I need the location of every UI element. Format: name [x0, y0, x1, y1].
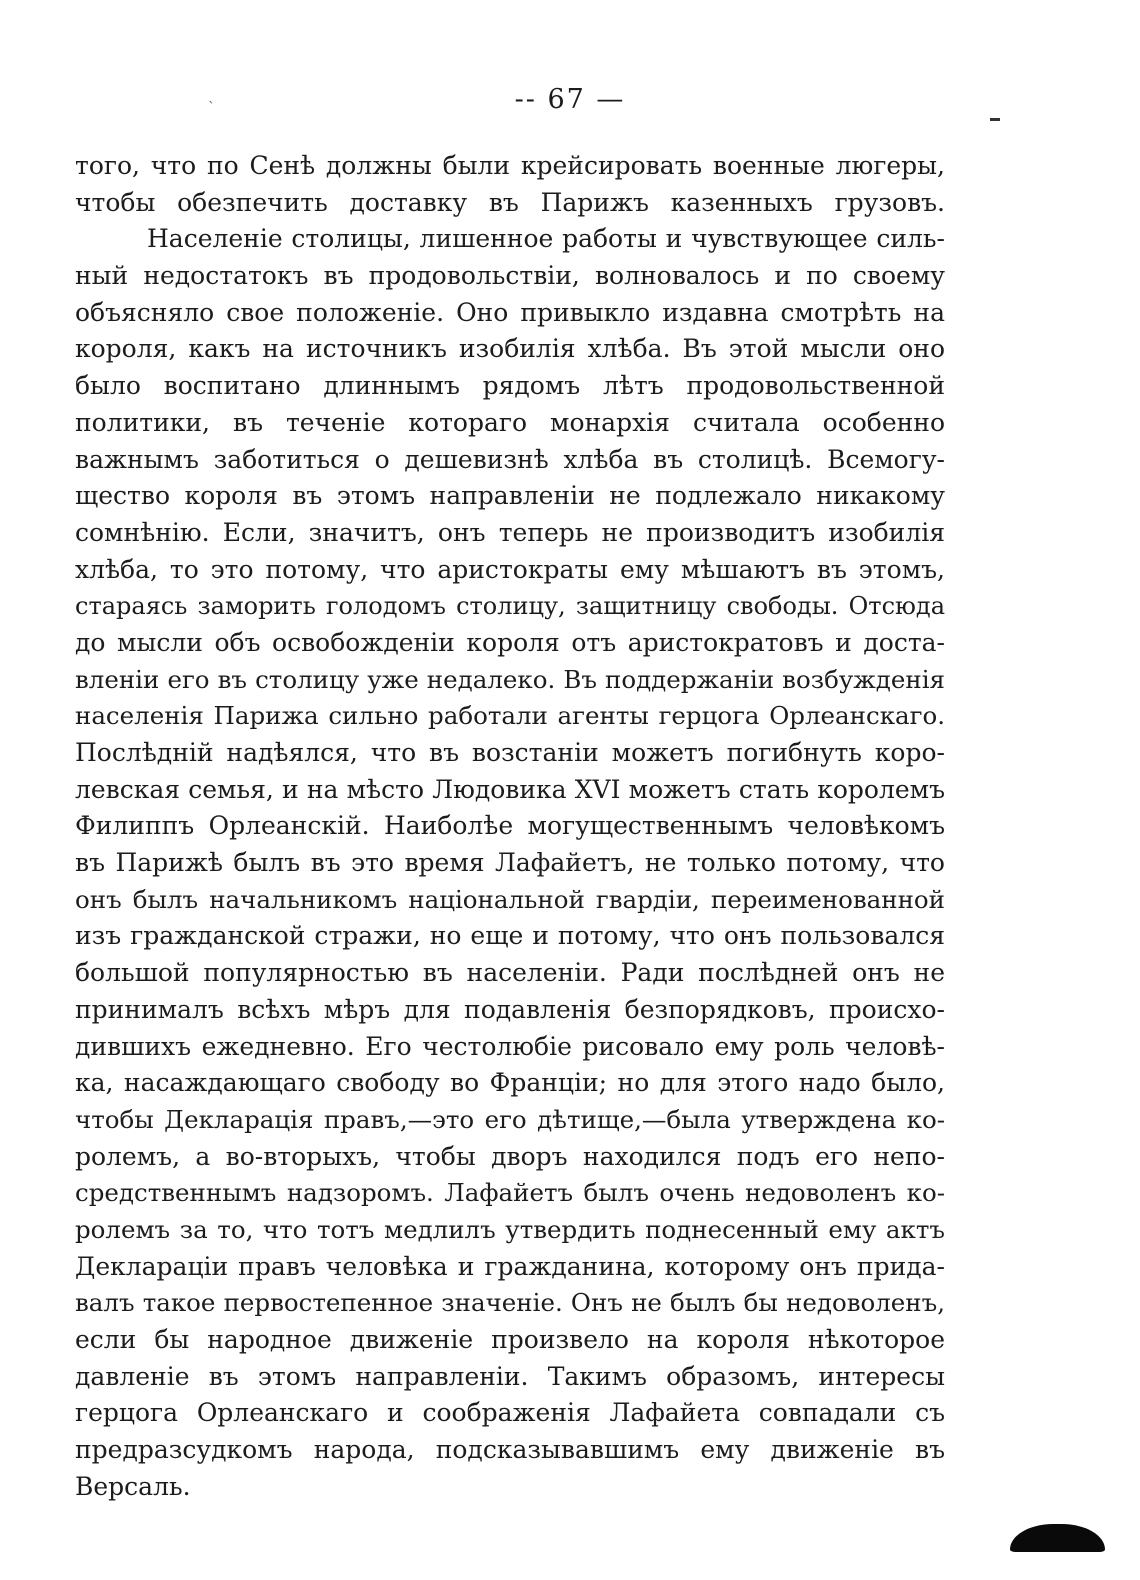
- text-line: изъ гражданской стражи, но еще и потому, что онъ пользовался: [75, 921, 945, 951]
- text-line: ка, насаждающаго свободу во Францiи; но для этого надо было,: [75, 1068, 945, 1098]
- stray-mark: [990, 118, 1000, 121]
- text-line: ролемъ, а во-вторыхъ, чтобы дворъ находился подъ его непо-: [75, 1141, 945, 1171]
- text-line: объясняло свое положенiе. Оно привыкло издавна смотрѣть на: [75, 297, 945, 327]
- text-line: принималъ всѣхъ мѣръ для подавленiя безпорядковъ, происхо-: [75, 994, 945, 1024]
- text-line: хлѣба, то это потому, что аристократы ему мѣшаютъ въ этомъ,: [75, 554, 945, 584]
- text-line: герцога Орлеанскаго и соображенiя Лафайета совпадали съ: [75, 1398, 945, 1428]
- text-line: стараясь заморить голодомъ столицу, защитницу свободы. Отсюда: [75, 592, 945, 621]
- text-line: сомнѣнiю. Если, значитъ, онъ теперь не производитъ изобилiя: [75, 517, 945, 547]
- text-line: щество короля въ этомъ направленiи не подлежало никакому: [75, 481, 945, 511]
- ink-blot: [1010, 1524, 1105, 1552]
- paragraph-end-line: Версаль.: [75, 1471, 191, 1501]
- text-line: давленiе въ этомъ направленiи. Такимъ образомъ, интересы: [75, 1361, 945, 1391]
- text-line: населенiя Парижа сильно работали агенты герцога Орлеанскаго.: [75, 701, 945, 731]
- text-line: Декларацiи правъ человѣка и гражданина, которому онъ прида-: [75, 1251, 945, 1281]
- text-line: если бы народное движенiе произвело на короля нѣкоторое: [75, 1325, 945, 1354]
- text-line: политики, въ теченiе котораго монархiя считала особенно: [75, 407, 945, 437]
- text-line: Послѣднiй надѣялся, что въ возстанiи можетъ погибнуть коро-: [75, 738, 945, 767]
- text-line: средственнымъ надзоромъ. Лафайетъ былъ очень недоволенъ ко-: [75, 1178, 945, 1208]
- text-line: въ Парижѣ былъ въ это время Лафайетъ, не только потому, что: [75, 848, 945, 878]
- text-line: вленiи его въ столицу уже недалеко. Въ поддержанiи возбужденiя: [75, 664, 945, 694]
- text-line: большой популярностью въ населенiи. Ради послѣдней онъ не: [75, 958, 945, 988]
- text-line: онъ былъ начальникомъ нацiональной гвардiи, переименованной: [75, 884, 945, 914]
- text-line: ролемъ за то, что тотъ медлилъ утвердить поднесенный ему актъ: [75, 1214, 945, 1244]
- text-line: важнымъ заботиться о дешевизнѣ хлѣба въ столицѣ. Всемогу-: [75, 444, 945, 474]
- page-number: -- 67 —: [514, 84, 626, 115]
- text-line: левская семья, и на мѣсто Людовика XVI можетъ стать королемъ: [75, 774, 945, 804]
- text-line: чтобы Декларацiя правъ,—это его дѣтище,—была утверждена ко-: [75, 1104, 945, 1134]
- text-line: чтобы обезпечить доставку въ Парижъ казенныхъ грузовъ.: [75, 187, 945, 217]
- text-line: Филиппъ Орлеанскiй. Наиболѣе могущественнымъ человѣкомъ: [75, 811, 945, 841]
- text-line: дившихъ ежедневно. Его честолюбiе рисовало ему роль человѣ-: [75, 1031, 945, 1061]
- text-line: до мысли объ освобожденiи короля отъ аристократовъ и доста-: [75, 627, 945, 657]
- body-text: [75, 148, 945, 1505]
- text-line: было воспитано длиннымъ рядомъ лѣтъ продовольственной: [75, 371, 945, 401]
- text-line: предразсудкомъ народа, подсказывавшимъ ему движенiе въ: [75, 1435, 945, 1465]
- text-line: ный недостатокъ въ продовольствiи, волновалось и по своему: [75, 261, 945, 291]
- text-line: короля, какъ на источникъ изобилiя хлѣба. Въ этой мысли оно: [75, 334, 945, 364]
- text-line: того, что по Сенѣ должны были крейсировать военные люгеры,: [75, 151, 945, 180]
- paragraph-start-line: Населенiе столицы, лишенное работы и чувствующее силь-: [147, 224, 945, 254]
- stray-mark: ˋ: [208, 100, 215, 116]
- text-line: валъ такое первостепенное значенiе. Онъ не былъ бы недоволенъ,: [75, 1288, 945, 1318]
